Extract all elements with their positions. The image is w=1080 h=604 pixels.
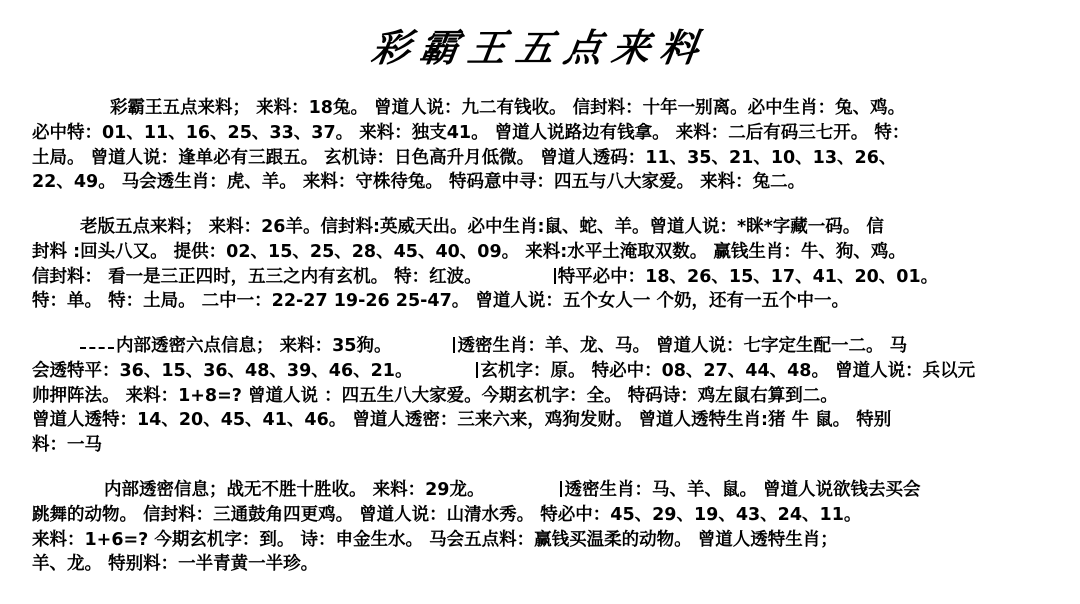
text-segment: 内部透密六点信息； 来料：35狗。 xyxy=(116,336,392,356)
text-line: 必中特：01、11、16、25、33、37。 来料：独支41。 曾道人说路边有钱拿。 来料：二后有码三七开。 特： xyxy=(32,122,910,143)
text-segment: 玄机字：原。 特必中：08、27、44、48。 曾道人说：兵以元 xyxy=(480,360,976,381)
text-line: 曾道人透特：14、20、45、41、46。 曾道人透密：三来六来，鸡狗发财。 曾道人透特生肖:猪 牛 鼠。 特别 xyxy=(32,410,892,431)
text-line: 来料：1+6=? 今期玄机字：到。 诗：申金生水。 马会五点料：赢钱买温柔的动物。 曾道人透特生肖； xyxy=(32,529,838,550)
text-line: 老版五点来料； 来料：26羊。信封料:英威天出。必中生肖:鼠、蛇、羊。曾道人说：*眯*字藏一码。 信 xyxy=(80,217,884,237)
paragraph-4 xyxy=(32,478,1058,577)
separator-mark xyxy=(476,362,478,378)
text-segment: 内部透密信息；战无不胜十胜收。 来料：29龙。 xyxy=(104,480,485,500)
text-line: 料：一马 xyxy=(32,435,102,456)
text-line-split xyxy=(32,334,1058,359)
text-line: 特：单。 特：土局。 二中一：22-27 19-26 25-47。 曾道人说：五个女人一 个奶，还有一五个中一。 xyxy=(32,291,849,312)
paragraph-1 xyxy=(32,96,1058,195)
text-line-split xyxy=(32,359,1058,384)
text-line: 帅押阵法。 来料：1+8=? 曾道人说 ：四五生八大家爱。今期玄机字：全。 特码诗：鸡左鼠右算到二。 xyxy=(32,385,838,406)
text-line: 彩霸王五点来料； 来料：18兔。 曾道人说：九二有钱收。 信封料：十年一别离。必中生肖：兔、鸡。 xyxy=(110,98,906,118)
paragraph-2 xyxy=(32,215,1058,314)
text-line: 封料 :回头八又。 提供：02、15、25、28、45、40、09。 来料:水平土淹取双数。 赢钱生肖：牛、狗、鸡。 xyxy=(32,241,906,262)
text-line: 土局。 曾道人说：逢单必有三跟五。 玄机诗：日色高升月低微。 曾道人透码：11、35、21、10、13、26、 xyxy=(32,147,897,168)
text-line: 羊、龙。 特别料：一半青黄一半珍。 xyxy=(32,554,319,575)
text-segment: 信封料： 看一是三正四时，五三之内有玄机。 特：红波。 xyxy=(32,266,482,287)
text-line: 跳舞的动物。 信封料：三通鼓角四更鸡。 曾道人说：山清水秀。 特必中：45、29、19、43、24、11。 xyxy=(32,504,862,525)
paragraph-3 xyxy=(32,334,1058,458)
text-line: 22、49。 马会透生肖：虎、羊。 来料：守株待兔。 特码意中寻：四五与八大家爱。 来料：兔二。 xyxy=(32,172,806,193)
separator-mark xyxy=(554,268,556,284)
text-line-split xyxy=(32,265,1058,290)
separator-mark xyxy=(560,481,562,497)
text-segment: 透密生肖：马、羊、鼠。 曾道人说欲钱去买会 xyxy=(564,480,921,500)
text-segment: 特平必中：18、26、15、17、41、20、01。 xyxy=(557,266,939,287)
text-segment: 会透特平：36、15、36、48、39、46、21。 xyxy=(32,360,413,381)
separator-mark xyxy=(453,337,455,353)
page-title: 彩霸王五点来料 xyxy=(368,25,712,70)
dotted-mark xyxy=(80,341,114,349)
text-segment: 透密生肖：羊、龙、马。 曾道人说：七字定生配一二。 马 xyxy=(457,336,908,356)
text-line-split xyxy=(32,478,1058,503)
